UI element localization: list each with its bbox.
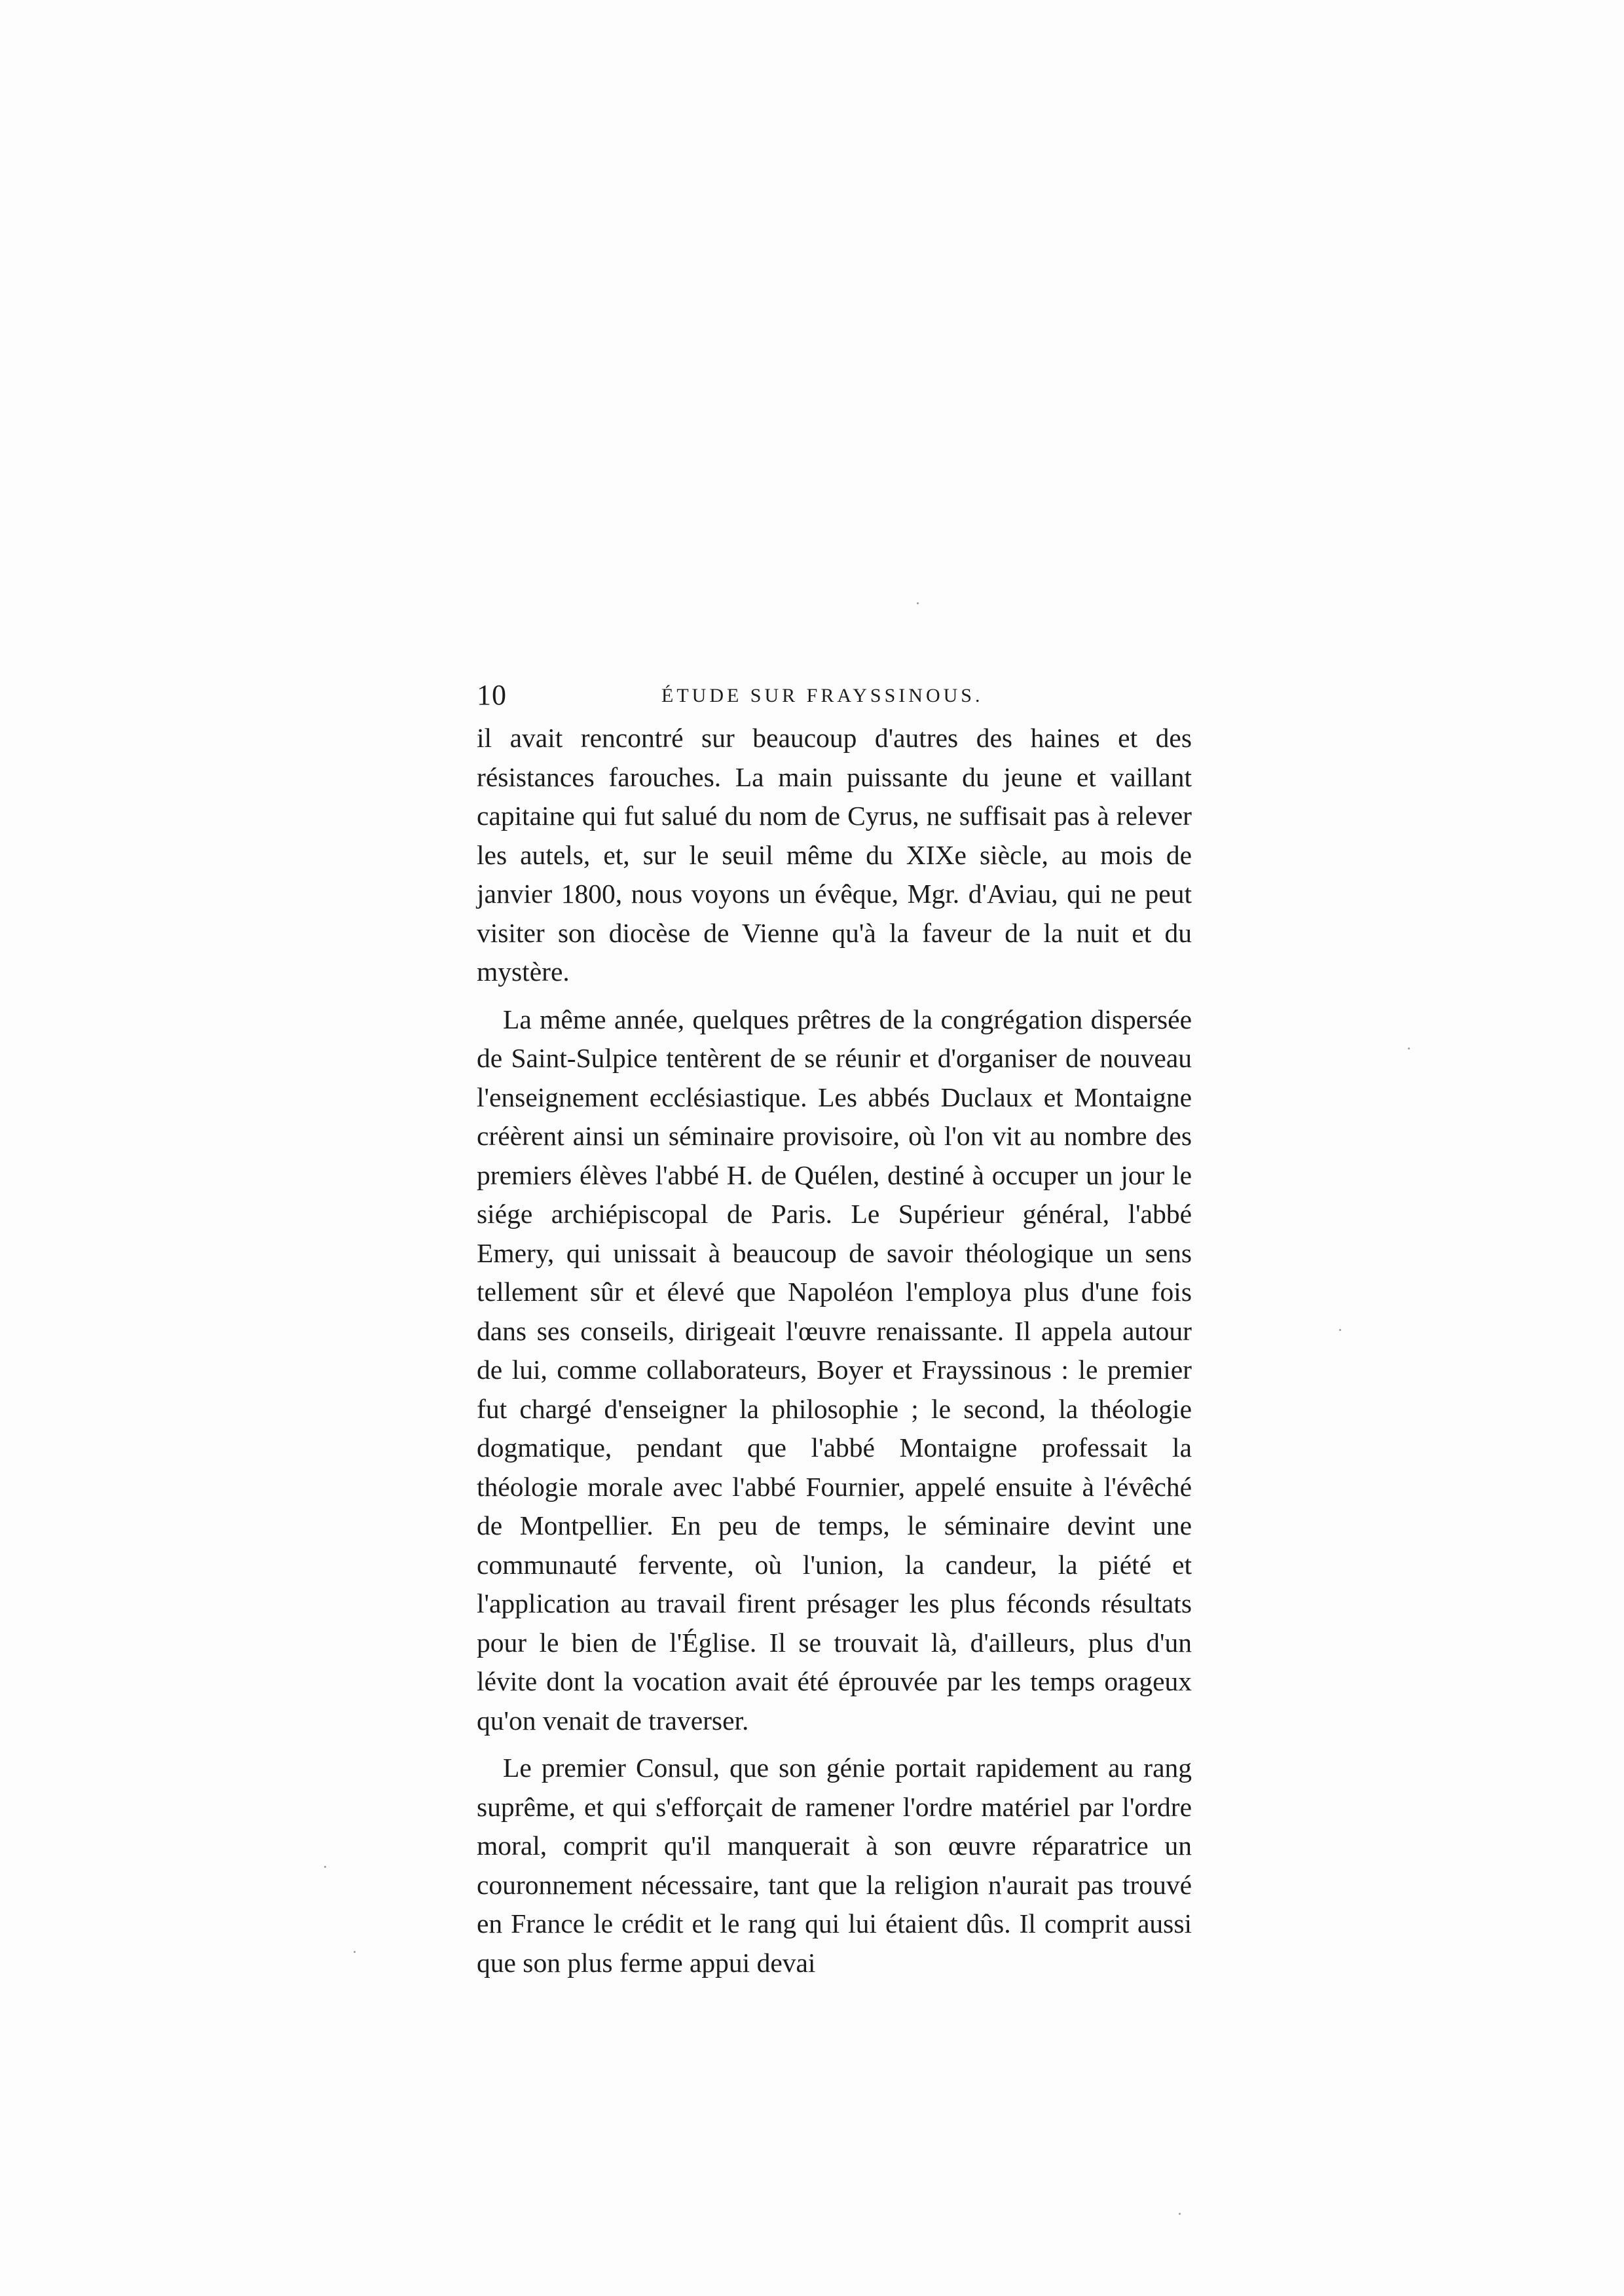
scan-speck: [324, 1866, 326, 1868]
scan-speck: [917, 602, 919, 604]
page-number: 10: [477, 679, 507, 711]
paragraph-2: La même année, quelques prêtres de la congrégation dispersée de Saint-Sulpice tentèrent de se réunir et d'organiser de nouveau l'enseignement ecclésiastique. Les abbés Duclaux et Montaigne créèrent ainsi un séminaire provisoire, où l'on vit au nombre des premiers élèves l'abbé H. de Quélen, destiné à occuper un jour le siége archiépiscopal de Paris. Le Supérieur général, l'abbé Emery, qui unissait à beaucoup de savoir théologique un sens tellement sûr et élevé que Napoléon l'employa plus d'une fois dans ses conseils, dirigeait l'œuvre renaissante. Il appela autour de lui, comme collaborateurs, Boyer et Frayssinous : le premier fut chargé d'enseigner la philosophie ; le second, la théologie dogmatique, pendant que l'abbé Montaigne professait la théologie morale avec l'abbé Fournier, appelé ensuite à l'évêché de Montpellier. En peu de temps, le séminaire devint une communauté fervente, où l'union, la candeur, la piété et l'application au travail firent présager les plus féconds résultats pour le bien de l'Église. Il se trouvait là, d'ailleurs, plus d'un lévite dont la vocation avait été éprouvée par les temps orageux qu'on venait de traverser.: [477, 1004, 1192, 1736]
page-header: [477, 678, 1192, 718]
running-title: ÉTUDE SUR FRAYSSINOUS.: [661, 685, 984, 706]
body-text: [477, 719, 1192, 1991]
scan-speck: [1408, 1048, 1410, 1049]
paragraph-3: Le premier Consul, que son génie portait rapidement au rang suprême, et qui s'efforçait de ramener l'ordre matériel par l'ordre moral, comprit qu'il manquerait à son œuvre réparatrice un couronnement nécessaire, tant que la religion n'aurait pas trouvé en France le crédit et le rang qui lui étaient dûs. Il comprit aussi que son plus ferme appui devai: [477, 1753, 1192, 1978]
paragraph-1: il avait rencontré sur beaucoup d'autres des haines et des résistances farouches. La main puissante du jeune et vaillant capitaine qui fut salué du nom de Cyrus, ne suffisait pas à relever les autels, et, sur le seuil même du XIXe siècle, au mois de janvier 1800, nous voyons un évêque, Mgr. d'Aviau, qui ne peut visiter son diocèse de Vienne qu'à la faveur de la nuit et du mystère.: [477, 723, 1192, 987]
scan-speck: [354, 1951, 356, 1953]
scan-speck: [1339, 1329, 1341, 1331]
scan-speck: [1179, 2213, 1181, 2215]
